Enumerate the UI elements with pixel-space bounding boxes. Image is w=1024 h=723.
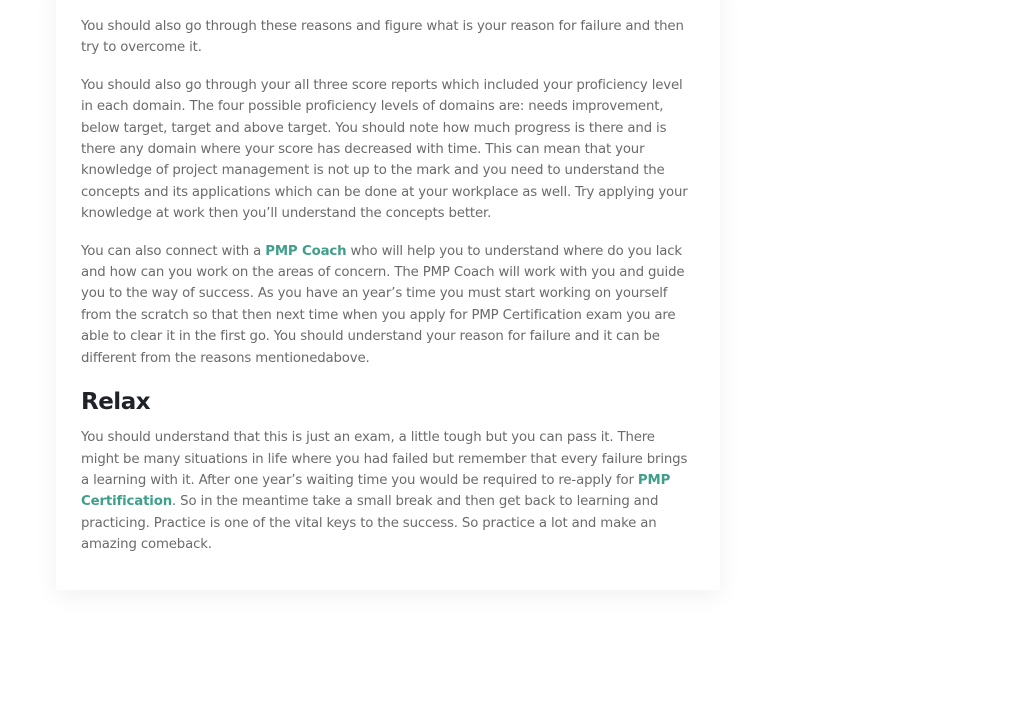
- paragraph-score-reports: You should also go through your all three score reports which included your proficiency level in each domain. The four possible proficiency levels of domains are: needs improvement, below target, target and above target. You should note how much progress is there and is there any domain where your score has decreased with time. This can mean that your knowledge of project management is not up to the mark and you need to understand the concepts and its applications which can be done at your workplace as well. Try applying your knowledge at work then you’ll understand the concepts better.: [81, 77, 688, 222]
- paragraph-pmp-coach: [81, 241, 695, 369]
- text-segment: who will help you to understand where do you lack and how can you work on the areas of concern. The PMP Coach will work with you and guide you to the way of success. As you have an year’s time you must start working on yourself from the scratch so that then next time when you apply for PMP Certification exam you are able to clear it in the first go. You should understand your reason for failure and it can be different from the reasons mentionedabove.: [81, 243, 685, 366]
- paragraph-reasons: You should also go through these reasons and figure what is your reason for failure and then try to overcome it.: [81, 19, 684, 56]
- pmp-coach-link[interactable]: PMP Coach: [265, 243, 347, 259]
- section-heading-relax: Relax: [81, 389, 151, 416]
- paragraph-relax: [81, 427, 695, 555]
- text-segment: You should understand that this is just an exam, a little tough but you can pass it. There might be many situations in life where you had failed but remember that every failure brings a learning with it. After one year’s waiting time you would be required to re-apply for: [81, 430, 688, 488]
- text-segment: You can also connect with a: [81, 243, 266, 259]
- text-segment: . So in the meantime take a small break and then get back to learning and practicing. Practice is one of the vital keys to the success. So practice a lot and make an amazing comeback.: [81, 494, 659, 553]
- pmp-certification-link[interactable]: PMP Certification: [81, 472, 671, 510]
- article-body: [81, 16, 695, 572]
